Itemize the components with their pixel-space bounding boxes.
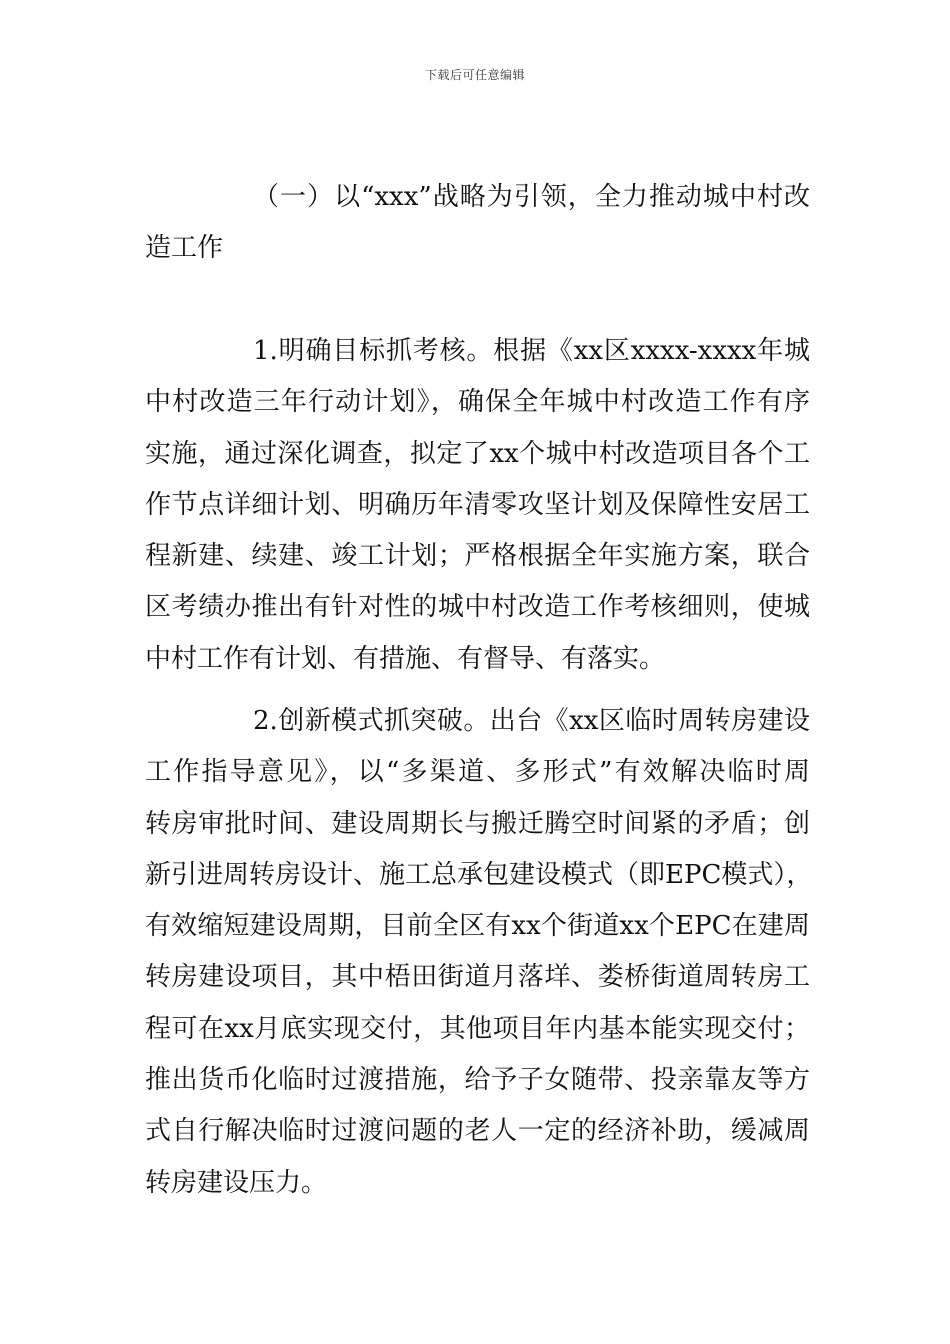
paragraph-line: 1.明确目标抓考核。根据《xx区xxxx-xxxx年城 (253, 336, 810, 366)
paragraph-line: 转房审批时间、建设周期长与搬迁腾空时间紧的矛盾；创 (145, 808, 810, 839)
paragraph-line: 中村改造三年行动计划》，确保全年城中村改造工作有序 (145, 387, 810, 418)
paragraph-line: 推出货币化临时过渡措施，给予子女随带、投亲靠友等方 (145, 1065, 810, 1096)
paragraph-line: 转房建设压力。 (145, 1167, 328, 1198)
heading-line: （一）以“xxx”战略为引领，全力推动城中村改 (253, 182, 810, 212)
paragraph-line: 区考绩办推出有针对性的城中村改造工作考核细则，使城 (145, 592, 810, 623)
paragraph-line: 工作指导意见》，以“多渠道、多形式”有效解决临时周 (145, 757, 810, 788)
paragraph-line: 2.创新模式抓突破。出台《xx区临时周转房建设 (253, 706, 810, 736)
paragraph-line: 转房建设项目，其中梧田街道月落垟、娄桥街道周转房工 (145, 962, 810, 993)
section-heading (145, 172, 810, 275)
paragraph-line: 实施，通过深化调查，拟定了xx个城中村改造项目各个工 (145, 438, 810, 469)
paragraph-line: 中村工作有计划、有措施、有督导、有落实。 (145, 643, 666, 674)
paragraph-line: 程新建、续建、竣工计划；严格根据全年实施方案，联合 (145, 541, 810, 572)
paragraph-line: 式自行解决临时过渡问题的老人一定的经济补助，缓减周 (145, 1116, 810, 1147)
heading-line: 造工作 (145, 233, 224, 264)
paragraph-line: 作节点详细计划、明确历年清零攻坚计划及保障性安居工 (145, 489, 810, 520)
paragraph-1 (145, 326, 810, 685)
paragraph-line: 程可在xx月底实现交付，其他项目年内基本能实现交付； (145, 1013, 810, 1044)
paragraph-line: 新引进周转房设计、施工总承包建设模式（即EPC模式）， (145, 859, 813, 890)
header-note: 下载后可任意编辑 (424, 68, 525, 82)
paragraph-2 (145, 696, 813, 1209)
paragraph-line: 有效缩短建设周期，目前全区有xx个街道xx个EPC在建周 (145, 911, 810, 942)
